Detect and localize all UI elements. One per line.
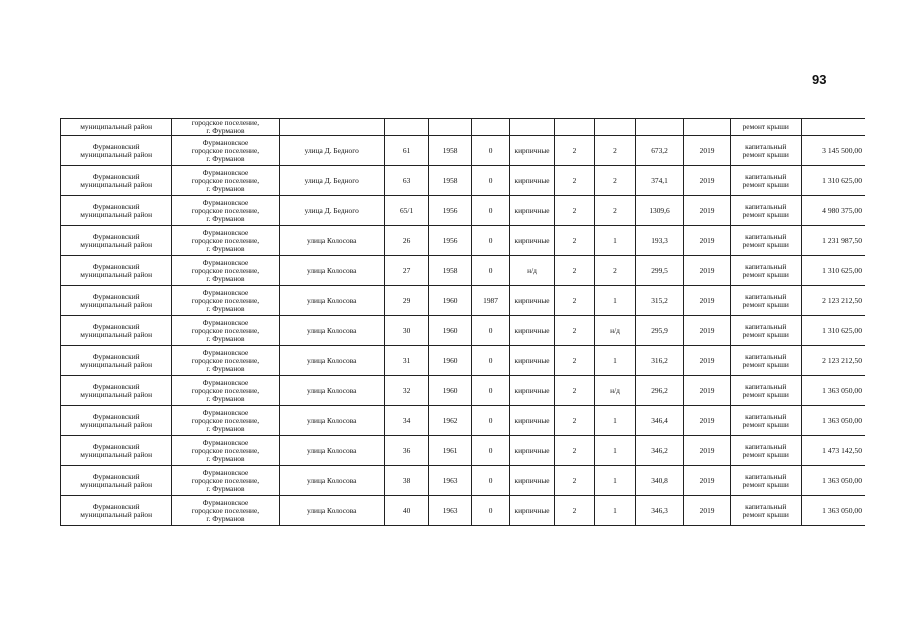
- floors-cell: 2: [554, 256, 594, 286]
- house-number-cell: 27: [384, 256, 429, 286]
- table-row: [61, 256, 866, 286]
- settlement-cell: [172, 256, 279, 286]
- district-cell: [61, 136, 172, 166]
- year-built-cell: 1962: [429, 406, 472, 436]
- wall-material-cell: кирпичные: [510, 466, 555, 496]
- table-row: [61, 376, 866, 406]
- cell-line: ремонт крыши: [742, 419, 789, 429]
- year-built-cell: 1956: [429, 196, 472, 226]
- cost-cell: 1 231 987,50: [801, 226, 865, 256]
- year-built-cell: 1958: [429, 256, 472, 286]
- entrances-cell: 1: [595, 406, 635, 436]
- table-row: [61, 316, 866, 346]
- cell-line: муниципальный район: [80, 299, 153, 309]
- plan-year-cell: 2019: [684, 226, 731, 256]
- cell-line: городское поселение,: [191, 445, 260, 455]
- floors-cell: 2: [554, 136, 594, 166]
- entrances-cell: н/д: [595, 316, 635, 346]
- floors-cell: 2: [554, 376, 594, 406]
- area-cell: [635, 119, 684, 136]
- entrances-cell: [595, 119, 635, 136]
- table-row: [61, 136, 866, 166]
- cell-line: муниципальный район: [80, 329, 153, 339]
- street-cell: улица Колосова: [279, 466, 384, 496]
- roof-repair-table: [60, 118, 865, 526]
- district-cell: [61, 316, 172, 346]
- wall-material-cell: кирпичные: [510, 376, 555, 406]
- year-reconstructed-cell: 0: [471, 346, 509, 376]
- street-cell: улица Д. Бедного: [279, 136, 384, 166]
- cell-line: капитальный: [745, 411, 787, 421]
- cell-line: Фурмановское: [202, 437, 249, 447]
- cell-line: ремонт крыши: [742, 269, 789, 279]
- year-built-cell: 1963: [429, 466, 472, 496]
- entrances-cell: 1: [595, 226, 635, 256]
- cell-line: г. Фурманов: [206, 213, 245, 223]
- wall-material-cell: кирпичные: [510, 166, 555, 196]
- entrances-cell: 1: [595, 466, 635, 496]
- cell-line: г. Фурманов: [206, 243, 245, 253]
- year-reconstructed-cell: 0: [471, 496, 509, 526]
- year-reconstructed-cell: 0: [471, 166, 509, 196]
- area-cell: 295,9: [635, 316, 684, 346]
- floors-cell: 2: [554, 466, 594, 496]
- district-cell: [61, 406, 172, 436]
- cell-line: Фурмановское: [202, 287, 249, 297]
- cell-line: Фурмановский: [92, 321, 140, 331]
- settlement-cell: [172, 466, 279, 496]
- work-type-cell: [730, 316, 801, 346]
- year-reconstructed-cell: 0: [471, 466, 509, 496]
- cell-line: городское поселение,: [191, 415, 260, 425]
- plan-year-cell: 2019: [684, 316, 731, 346]
- cell-line: городское поселение,: [191, 205, 260, 215]
- plan-year-cell: 2019: [684, 376, 731, 406]
- plan-year-cell: 2019: [684, 196, 731, 226]
- table-row: [61, 166, 866, 196]
- cell-line: Фурмановский: [92, 441, 140, 451]
- cell-line: Фурмановское: [202, 197, 249, 207]
- floors-cell: 2: [554, 346, 594, 376]
- street-cell: улица Колосова: [279, 316, 384, 346]
- work-type-cell: [730, 286, 801, 316]
- house-number-cell: 26: [384, 226, 429, 256]
- cell-line: городское поселение,: [191, 118, 260, 127]
- entrances-cell: 1: [595, 286, 635, 316]
- district-cell: [61, 119, 172, 136]
- plan-year-cell: 2019: [684, 466, 731, 496]
- street-cell: улица Колосова: [279, 226, 384, 256]
- table-row: [61, 286, 866, 316]
- cell-line: капитальный: [745, 291, 787, 301]
- work-type-cell: [730, 436, 801, 466]
- cell-line: Фурмановское: [202, 137, 249, 147]
- cell-line: г. Фурманов: [206, 153, 245, 163]
- cost-cell: 1 473 142,50: [801, 436, 865, 466]
- work-type-cell: [730, 256, 801, 286]
- settlement-cell: [172, 166, 279, 196]
- street-cell: улица Колосова: [279, 286, 384, 316]
- area-cell: 299,5: [635, 256, 684, 286]
- wall-material-cell: кирпичные: [510, 436, 555, 466]
- district-cell: [61, 496, 172, 526]
- street-cell: улица Колосова: [279, 496, 384, 526]
- district-cell: [61, 436, 172, 466]
- street-cell: улица Д. Бедного: [279, 196, 384, 226]
- entrances-cell: н/д: [595, 376, 635, 406]
- cell-line: г. Фурманов: [206, 513, 245, 523]
- plan-year-cell: 2019: [684, 436, 731, 466]
- settlement-cell: [172, 406, 279, 436]
- year-built-cell: 1960: [429, 286, 472, 316]
- table-row: [61, 119, 866, 136]
- cell-line: капитальный: [745, 381, 787, 391]
- plan-year-cell: 2019: [684, 346, 731, 376]
- entrances-cell: 2: [595, 256, 635, 286]
- cost-cell: 1 363 050,00: [801, 376, 865, 406]
- floors-cell: 2: [554, 436, 594, 466]
- district-cell: [61, 196, 172, 226]
- table-row: [61, 496, 866, 526]
- work-type-cell: [730, 166, 801, 196]
- settlement-cell: [172, 346, 279, 376]
- year-built-cell: 1956: [429, 226, 472, 256]
- cell-line: капитальный: [745, 441, 787, 451]
- table-body: [61, 119, 866, 526]
- cell-line: ремонт крыши: [742, 479, 789, 489]
- district-cell: [61, 226, 172, 256]
- floors-cell: [554, 119, 594, 136]
- entrances-cell: 2: [595, 196, 635, 226]
- cell-line: ремонт крыши: [742, 329, 789, 339]
- settlement-cell: [172, 496, 279, 526]
- cell-line: Фурмановский: [92, 171, 140, 181]
- cell-line: городское поселение,: [191, 325, 260, 335]
- house-number-cell: 29: [384, 286, 429, 316]
- settlement-cell: [172, 316, 279, 346]
- area-cell: 193,3: [635, 226, 684, 256]
- work-type-cell: [730, 406, 801, 436]
- settlement-cell: [172, 286, 279, 316]
- plan-year-cell: 2019: [684, 406, 731, 436]
- cell-line: ремонт крыши: [742, 122, 789, 131]
- house-number-cell: 38: [384, 466, 429, 496]
- cell-line: муниципальный район: [80, 179, 153, 189]
- cell-line: муниципальный район: [80, 239, 153, 249]
- area-cell: 1309,6: [635, 196, 684, 226]
- cell-line: ремонт крыши: [742, 299, 789, 309]
- wall-material-cell: кирпичные: [510, 346, 555, 376]
- table-row: [61, 196, 866, 226]
- work-type-cell: [730, 346, 801, 376]
- wall-material-cell: кирпичные: [510, 286, 555, 316]
- cell-line: Фурмановское: [202, 257, 249, 267]
- cell-line: капитальный: [745, 471, 787, 481]
- entrances-cell: 1: [595, 346, 635, 376]
- floors-cell: 2: [554, 406, 594, 436]
- area-cell: 374,1: [635, 166, 684, 196]
- area-cell: 296,2: [635, 376, 684, 406]
- wall-material-cell: [510, 119, 555, 136]
- cell-line: городское поселение,: [191, 145, 260, 155]
- cell-line: муниципальный район: [80, 479, 153, 489]
- cell-line: муниципальный район: [80, 269, 153, 279]
- cell-line: г. Фурманов: [206, 453, 245, 463]
- cell-line: г. Фурманов: [206, 423, 245, 433]
- cell-line: Фурмановский: [92, 411, 140, 421]
- year-built-cell: [429, 119, 472, 136]
- floors-cell: 2: [554, 496, 594, 526]
- plan-year-cell: 2019: [684, 496, 731, 526]
- district-cell: [61, 166, 172, 196]
- cell-line: г. Фурманов: [206, 183, 245, 193]
- plan-year-cell: 2019: [684, 136, 731, 166]
- wall-material-cell: кирпичные: [510, 226, 555, 256]
- cost-cell: 1 363 050,00: [801, 496, 865, 526]
- work-type-cell: [730, 119, 801, 136]
- district-cell: [61, 256, 172, 286]
- year-built-cell: 1960: [429, 376, 472, 406]
- house-number-cell: 61: [384, 136, 429, 166]
- table-row: [61, 226, 866, 256]
- cell-line: муниципальный район: [80, 449, 153, 459]
- year-reconstructed-cell: 0: [471, 436, 509, 466]
- settlement-cell: [172, 376, 279, 406]
- cell-line: капитальный: [745, 501, 787, 511]
- year-reconstructed-cell: 0: [471, 226, 509, 256]
- area-cell: 316,2: [635, 346, 684, 376]
- settlement-cell: [172, 136, 279, 166]
- entrances-cell: 2: [595, 136, 635, 166]
- house-number-cell: 34: [384, 406, 429, 436]
- street-cell: улица Колосова: [279, 346, 384, 376]
- cell-line: городское поселение,: [191, 265, 260, 275]
- cell-line: г. Фурманов: [206, 483, 245, 493]
- district-cell: [61, 466, 172, 496]
- street-cell: улица Колосова: [279, 376, 384, 406]
- cost-cell: 1 310 625,00: [801, 166, 865, 196]
- cell-line: ремонт крыши: [742, 509, 789, 519]
- cell-line: г. Фурманов: [206, 363, 245, 373]
- cell-line: г. Фурманов: [206, 303, 245, 313]
- entrances-cell: 2: [595, 166, 635, 196]
- table-row: [61, 346, 866, 376]
- work-type-cell: [730, 466, 801, 496]
- year-reconstructed-cell: 0: [471, 376, 509, 406]
- settlement-cell: [172, 226, 279, 256]
- cell-line: Фурмановский: [92, 261, 140, 271]
- cost-cell: 2 123 212,50: [801, 346, 865, 376]
- cell-line: муниципальный район: [80, 359, 153, 369]
- house-number-cell: 63: [384, 166, 429, 196]
- cell-line: Фурмановское: [202, 377, 249, 387]
- cost-cell: 3 145 500,00: [801, 136, 865, 166]
- entrances-cell: 1: [595, 436, 635, 466]
- cost-cell: 1 310 625,00: [801, 316, 865, 346]
- cell-line: г. Фурманов: [206, 393, 245, 403]
- table-row: [61, 436, 866, 466]
- cell-line: городское поселение,: [191, 235, 260, 245]
- year-built-cell: 1963: [429, 496, 472, 526]
- year-reconstructed-cell: 0: [471, 136, 509, 166]
- cell-line: Фурмановское: [202, 347, 249, 357]
- plan-year-cell: 2019: [684, 286, 731, 316]
- area-cell: 673,2: [635, 136, 684, 166]
- house-number-cell: 40: [384, 496, 429, 526]
- cell-line: Фурмановский: [92, 351, 140, 361]
- table-row: [61, 466, 866, 496]
- floors-cell: 2: [554, 286, 594, 316]
- work-type-cell: [730, 496, 801, 526]
- entrances-cell: 1: [595, 496, 635, 526]
- year-built-cell: 1960: [429, 346, 472, 376]
- cell-line: ремонт крыши: [742, 149, 789, 159]
- cell-line: Фурмановское: [202, 407, 249, 417]
- cell-line: ремонт крыши: [742, 239, 789, 249]
- wall-material-cell: кирпичные: [510, 496, 555, 526]
- cell-line: ремонт крыши: [742, 179, 789, 189]
- street-cell: [279, 119, 384, 136]
- cell-line: городское поселение,: [191, 355, 260, 365]
- cell-line: Фурмановский: [92, 501, 140, 511]
- cell-line: капитальный: [745, 201, 787, 211]
- year-reconstructed-cell: 0: [471, 256, 509, 286]
- cell-line: Фурмановский: [92, 231, 140, 241]
- cell-line: капитальный: [745, 351, 787, 361]
- plan-year-cell: [684, 119, 731, 136]
- cell-line: городское поселение,: [191, 475, 260, 485]
- area-cell: 346,3: [635, 496, 684, 526]
- cell-line: ремонт крыши: [742, 359, 789, 369]
- street-cell: улица Колосова: [279, 256, 384, 286]
- cell-line: Фурмановский: [92, 201, 140, 211]
- cell-line: г. Фурманов: [206, 273, 245, 283]
- street-cell: улица Колосова: [279, 406, 384, 436]
- house-number-cell: 65/1: [384, 196, 429, 226]
- plan-year-cell: 2019: [684, 166, 731, 196]
- year-built-cell: 1958: [429, 136, 472, 166]
- year-built-cell: 1958: [429, 166, 472, 196]
- house-number-cell: [384, 119, 429, 136]
- district-cell: [61, 286, 172, 316]
- wall-material-cell: кирпичные: [510, 196, 555, 226]
- plan-year-cell: 2019: [684, 256, 731, 286]
- cell-line: Фурмановское: [202, 167, 249, 177]
- street-cell: улица Колосова: [279, 436, 384, 466]
- cell-line: Фурмановское: [202, 467, 249, 477]
- house-number-cell: 30: [384, 316, 429, 346]
- work-type-cell: [730, 376, 801, 406]
- year-reconstructed-cell: 0: [471, 196, 509, 226]
- cell-line: Фурмановский: [92, 141, 140, 151]
- cell-line: Фурмановский: [92, 381, 140, 391]
- settlement-cell: [172, 196, 279, 226]
- year-reconstructed-cell: [471, 119, 509, 136]
- cell-line: ремонт крыши: [742, 209, 789, 219]
- district-cell: [61, 346, 172, 376]
- cell-line: Фурмановское: [202, 227, 249, 237]
- year-built-cell: 1961: [429, 436, 472, 466]
- house-number-cell: 31: [384, 346, 429, 376]
- cell-line: капитальный: [745, 261, 787, 271]
- cell-line: капитальный: [745, 231, 787, 241]
- table-row: [61, 406, 866, 436]
- cell-line: городское поселение,: [191, 175, 260, 185]
- street-cell: улица Д. Бедного: [279, 166, 384, 196]
- cell-line: муниципальный район: [80, 389, 153, 399]
- cell-line: муниципальный район: [80, 419, 153, 429]
- floors-cell: 2: [554, 196, 594, 226]
- cell-line: муниципальный район: [80, 209, 153, 219]
- wall-material-cell: кирпичные: [510, 136, 555, 166]
- district-cell: [61, 376, 172, 406]
- cost-cell: 1 363 050,00: [801, 406, 865, 436]
- cost-cell: 4 980 375,00: [801, 196, 865, 226]
- floors-cell: 2: [554, 166, 594, 196]
- area-cell: 346,2: [635, 436, 684, 466]
- area-cell: 340,8: [635, 466, 684, 496]
- cell-line: Фурмановский: [92, 291, 140, 301]
- cost-cell: 2 123 212,50: [801, 286, 865, 316]
- settlement-cell: [172, 119, 279, 136]
- cell-line: Фурмановский: [92, 471, 140, 481]
- year-built-cell: 1960: [429, 316, 472, 346]
- year-reconstructed-cell: 0: [471, 316, 509, 346]
- settlement-cell: [172, 436, 279, 466]
- page-number: 93: [812, 72, 827, 87]
- house-number-cell: 32: [384, 376, 429, 406]
- wall-material-cell: кирпичные: [510, 316, 555, 346]
- cell-line: капитальный: [745, 321, 787, 331]
- floors-cell: 2: [554, 226, 594, 256]
- area-cell: 346,4: [635, 406, 684, 436]
- area-cell: 315,2: [635, 286, 684, 316]
- cell-line: Фурмановское: [202, 497, 249, 507]
- cell-line: Фурмановское: [202, 317, 249, 327]
- work-type-cell: [730, 226, 801, 256]
- cell-line: муниципальный район: [80, 509, 153, 519]
- work-type-cell: [730, 196, 801, 226]
- cell-line: городское поселение,: [191, 505, 260, 515]
- year-reconstructed-cell: 1987: [471, 286, 509, 316]
- cell-line: муниципальный район: [80, 149, 153, 159]
- wall-material-cell: н/д: [510, 256, 555, 286]
- house-number-cell: 36: [384, 436, 429, 466]
- cost-cell: 1 310 625,00: [801, 256, 865, 286]
- cell-line: капитальный: [745, 141, 787, 151]
- floors-cell: 2: [554, 316, 594, 346]
- year-reconstructed-cell: 0: [471, 406, 509, 436]
- cell-line: ремонт крыши: [742, 389, 789, 399]
- cell-line: г. Фурманов: [206, 126, 245, 135]
- cost-cell: [801, 119, 865, 136]
- cell-line: г. Фурманов: [206, 333, 245, 343]
- cell-line: муниципальный район: [80, 122, 153, 131]
- cell-line: капитальный: [745, 171, 787, 181]
- work-type-cell: [730, 136, 801, 166]
- cell-line: городское поселение,: [191, 385, 260, 395]
- wall-material-cell: кирпичные: [510, 406, 555, 436]
- cell-line: городское поселение,: [191, 295, 260, 305]
- cell-line: ремонт крыши: [742, 449, 789, 459]
- cost-cell: 1 363 050,00: [801, 466, 865, 496]
